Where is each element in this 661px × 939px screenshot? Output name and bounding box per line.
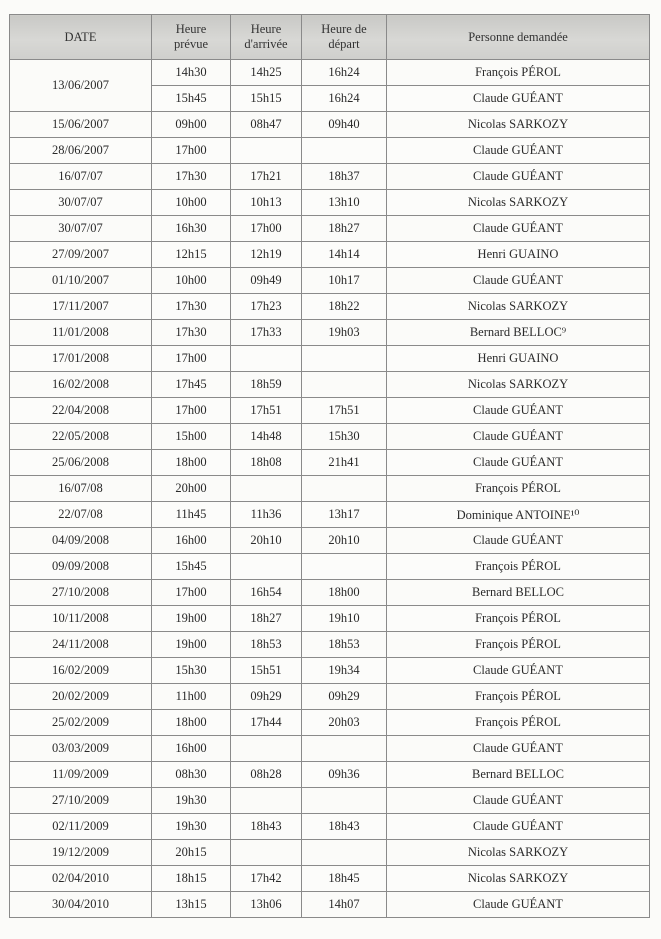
cell-arrivee: 17h44 [231, 710, 302, 736]
cell-personne: Claude GUÉANT [387, 216, 650, 242]
table-row [10, 320, 650, 346]
cell-date: 22/04/2008 [10, 398, 152, 424]
table-row [10, 788, 650, 814]
cell-personne: Bernard BELLOC [387, 580, 650, 606]
cell-arrivee: 08h47 [231, 112, 302, 138]
table-row [10, 502, 650, 528]
cell-personne: Nicolas SARKOZY [387, 840, 650, 866]
cell-arrivee: 12h19 [231, 242, 302, 268]
cell-prevue: 17h30 [152, 164, 231, 190]
cell-date: 16/07/08 [10, 476, 152, 502]
cell-depart: 18h22 [302, 294, 387, 320]
cell-depart: 21h41 [302, 450, 387, 476]
cell-prevue: 18h00 [152, 710, 231, 736]
table-body [10, 60, 650, 918]
cell-arrivee: 18h08 [231, 450, 302, 476]
table-row [10, 580, 650, 606]
cell-depart: 16h24 [302, 60, 387, 86]
cell-depart: 18h27 [302, 216, 387, 242]
cell-personne: Claude GUÉANT [387, 398, 650, 424]
cell-arrivee: 18h53 [231, 632, 302, 658]
cell-arrivee: 09h29 [231, 684, 302, 710]
cell-arrivee [231, 138, 302, 164]
cell-prevue: 15h45 [152, 86, 231, 112]
cell-date: 25/02/2009 [10, 710, 152, 736]
cell-date: 27/10/2008 [10, 580, 152, 606]
cell-depart: 13h17 [302, 502, 387, 528]
cell-prevue: 16h30 [152, 216, 231, 242]
cell-personne: Claude GUÉANT [387, 892, 650, 918]
cell-date: 17/01/2008 [10, 346, 152, 372]
cell-depart: 10h17 [302, 268, 387, 294]
cell-date: 09/09/2008 [10, 554, 152, 580]
cell-date: 13/06/2007 [10, 60, 152, 112]
cell-depart: 18h53 [302, 632, 387, 658]
cell-date: 27/10/2009 [10, 788, 152, 814]
visit-log-page [9, 14, 649, 918]
cell-depart: 18h37 [302, 164, 387, 190]
cell-prevue: 12h15 [152, 242, 231, 268]
cell-arrivee [231, 788, 302, 814]
cell-depart [302, 372, 387, 398]
cell-date: 04/09/2008 [10, 528, 152, 554]
cell-arrivee [231, 554, 302, 580]
table-row [10, 840, 650, 866]
cell-arrivee: 08h28 [231, 762, 302, 788]
table-row [10, 112, 650, 138]
cell-depart [302, 138, 387, 164]
header-heure-depart [302, 15, 387, 60]
cell-date: 16/02/2009 [10, 658, 152, 684]
cell-personne: Claude GUÉANT [387, 164, 650, 190]
cell-prevue: 17h30 [152, 320, 231, 346]
cell-prevue: 17h00 [152, 346, 231, 372]
cell-personne: Claude GUÉANT [387, 86, 650, 112]
visit-log-table [9, 14, 650, 918]
cell-arrivee: 15h15 [231, 86, 302, 112]
cell-personne: Bernard BELLOC⁹ [387, 320, 650, 346]
cell-arrivee: 18h43 [231, 814, 302, 840]
table-row [10, 372, 650, 398]
table-row [10, 606, 650, 632]
cell-date: 30/04/2010 [10, 892, 152, 918]
cell-date: 16/07/07 [10, 164, 152, 190]
cell-depart: 18h45 [302, 866, 387, 892]
cell-date: 28/06/2007 [10, 138, 152, 164]
cell-depart: 09h40 [302, 112, 387, 138]
cell-date: 25/06/2008 [10, 450, 152, 476]
table-row [10, 892, 650, 918]
cell-arrivee: 11h36 [231, 502, 302, 528]
table-row [10, 814, 650, 840]
cell-prevue: 19h30 [152, 814, 231, 840]
cell-date: 02/04/2010 [10, 866, 152, 892]
table-row [10, 450, 650, 476]
cell-personne: Nicolas SARKOZY [387, 866, 650, 892]
cell-arrivee: 16h54 [231, 580, 302, 606]
cell-arrivee: 09h49 [231, 268, 302, 294]
cell-depart: 19h34 [302, 658, 387, 684]
cell-personne: Nicolas SARKOZY [387, 190, 650, 216]
cell-prevue: 10h00 [152, 190, 231, 216]
table-row [10, 424, 650, 450]
cell-personne: Claude GUÉANT [387, 424, 650, 450]
table-row [10, 138, 650, 164]
cell-arrivee: 15h51 [231, 658, 302, 684]
cell-prevue: 17h00 [152, 580, 231, 606]
cell-date: 11/01/2008 [10, 320, 152, 346]
cell-personne: Nicolas SARKOZY [387, 294, 650, 320]
cell-personne: Claude GUÉANT [387, 138, 650, 164]
cell-date: 30/07/07 [10, 216, 152, 242]
cell-prevue: 17h00 [152, 138, 231, 164]
cell-prevue: 15h30 [152, 658, 231, 684]
cell-depart: 09h36 [302, 762, 387, 788]
cell-personne: François PÉROL [387, 60, 650, 86]
header-date-label: DATE [64, 29, 97, 44]
cell-personne: Claude GUÉANT [387, 528, 650, 554]
cell-date: 11/09/2009 [10, 762, 152, 788]
cell-date: 02/11/2009 [10, 814, 152, 840]
cell-depart: 19h10 [302, 606, 387, 632]
cell-depart [302, 736, 387, 762]
cell-personne: François PÉROL [387, 476, 650, 502]
cell-depart: 14h14 [302, 242, 387, 268]
table-row [10, 60, 650, 86]
table-row [10, 866, 650, 892]
header-arrivee-line1: Heure [250, 22, 282, 36]
cell-personne: François PÉROL [387, 606, 650, 632]
cell-depart: 20h03 [302, 710, 387, 736]
cell-prevue: 16h00 [152, 736, 231, 762]
header-depart-line2: départ [328, 37, 360, 51]
table-row [10, 242, 650, 268]
table-row [10, 268, 650, 294]
cell-arrivee: 18h59 [231, 372, 302, 398]
header-prevue-line2: prévue [173, 37, 208, 51]
cell-personne: Claude GUÉANT [387, 658, 650, 684]
cell-arrivee [231, 736, 302, 762]
cell-depart [302, 476, 387, 502]
cell-prevue: 16h00 [152, 528, 231, 554]
table-row [10, 736, 650, 762]
cell-depart: 14h07 [302, 892, 387, 918]
table-row [10, 658, 650, 684]
cell-date: 17/11/2007 [10, 294, 152, 320]
table-row [10, 346, 650, 372]
cell-depart: 16h24 [302, 86, 387, 112]
cell-arrivee [231, 476, 302, 502]
cell-date: 22/07/08 [10, 502, 152, 528]
cell-date: 20/02/2009 [10, 684, 152, 710]
cell-depart [302, 554, 387, 580]
cell-arrivee: 17h21 [231, 164, 302, 190]
cell-depart [302, 346, 387, 372]
cell-arrivee: 18h27 [231, 606, 302, 632]
header-personne-label: Personne demandée [468, 29, 568, 44]
cell-depart: 20h10 [302, 528, 387, 554]
cell-prevue: 17h00 [152, 398, 231, 424]
cell-prevue: 17h30 [152, 294, 231, 320]
cell-prevue: 19h00 [152, 606, 231, 632]
cell-personne: François PÉROL [387, 684, 650, 710]
table-row [10, 294, 650, 320]
table-row [10, 164, 650, 190]
cell-depart: 19h03 [302, 320, 387, 346]
table-row [10, 528, 650, 554]
table-row [10, 190, 650, 216]
cell-prevue: 15h45 [152, 554, 231, 580]
cell-prevue: 19h00 [152, 632, 231, 658]
cell-prevue: 18h00 [152, 450, 231, 476]
cell-arrivee [231, 840, 302, 866]
cell-arrivee: 13h06 [231, 892, 302, 918]
cell-personne: Nicolas SARKOZY [387, 112, 650, 138]
table-row [10, 762, 650, 788]
cell-date: 19/12/2009 [10, 840, 152, 866]
cell-arrivee: 14h48 [231, 424, 302, 450]
cell-date: 27/09/2007 [10, 242, 152, 268]
cell-date: 03/03/2009 [10, 736, 152, 762]
cell-depart: 17h51 [302, 398, 387, 424]
cell-personne: Claude GUÉANT [387, 268, 650, 294]
table-row [10, 216, 650, 242]
cell-prevue: 11h00 [152, 684, 231, 710]
cell-personne: Nicolas SARKOZY [387, 372, 650, 398]
cell-arrivee: 20h10 [231, 528, 302, 554]
table-row [10, 554, 650, 580]
cell-depart [302, 840, 387, 866]
cell-personne: Claude GUÉANT [387, 814, 650, 840]
cell-prevue: 18h15 [152, 866, 231, 892]
cell-personne: Henri GUAINO [387, 346, 650, 372]
table-row [10, 632, 650, 658]
cell-arrivee: 17h51 [231, 398, 302, 424]
cell-arrivee: 17h23 [231, 294, 302, 320]
header-heure-arrivee [231, 15, 302, 60]
cell-personne: Henri GUAINO [387, 242, 650, 268]
header-heure-prevue [152, 15, 231, 60]
cell-arrivee: 17h33 [231, 320, 302, 346]
cell-arrivee: 17h42 [231, 866, 302, 892]
header-depart-line1: Heure de [321, 22, 367, 36]
cell-depart: 18h00 [302, 580, 387, 606]
table-row [10, 710, 650, 736]
cell-depart: 13h10 [302, 190, 387, 216]
cell-date: 22/05/2008 [10, 424, 152, 450]
cell-arrivee [231, 346, 302, 372]
cell-arrivee: 10h13 [231, 190, 302, 216]
header-prevue-line1: Heure [175, 22, 207, 36]
header-row [10, 15, 650, 60]
cell-personne: François PÉROL [387, 554, 650, 580]
cell-date: 16/02/2008 [10, 372, 152, 398]
cell-prevue: 10h00 [152, 268, 231, 294]
cell-date: 30/07/07 [10, 190, 152, 216]
cell-prevue: 15h00 [152, 424, 231, 450]
cell-depart: 18h43 [302, 814, 387, 840]
table-row [10, 398, 650, 424]
cell-date: 15/06/2007 [10, 112, 152, 138]
cell-date: 10/11/2008 [10, 606, 152, 632]
cell-depart: 15h30 [302, 424, 387, 450]
cell-prevue: 20h00 [152, 476, 231, 502]
cell-prevue: 14h30 [152, 60, 231, 86]
table-header [10, 15, 650, 60]
cell-personne: Claude GUÉANT [387, 736, 650, 762]
cell-prevue: 19h30 [152, 788, 231, 814]
cell-date: 24/11/2008 [10, 632, 152, 658]
header-arrivee-line2: d'arrivée [244, 37, 288, 51]
table-row [10, 684, 650, 710]
cell-personne: Bernard BELLOC [387, 762, 650, 788]
cell-prevue: 17h45 [152, 372, 231, 398]
cell-prevue: 08h30 [152, 762, 231, 788]
cell-depart [302, 788, 387, 814]
header-date [10, 15, 152, 60]
cell-personne: Claude GUÉANT [387, 788, 650, 814]
cell-arrivee: 17h00 [231, 216, 302, 242]
cell-prevue: 13h15 [152, 892, 231, 918]
cell-date: 01/10/2007 [10, 268, 152, 294]
cell-personne: François PÉROL [387, 632, 650, 658]
cell-prevue: 11h45 [152, 502, 231, 528]
cell-personne: Dominique ANTOINE¹⁰ [387, 502, 650, 528]
header-personne-demandee [387, 15, 650, 60]
cell-arrivee: 14h25 [231, 60, 302, 86]
table-row [10, 476, 650, 502]
cell-depart: 09h29 [302, 684, 387, 710]
cell-prevue: 09h00 [152, 112, 231, 138]
cell-personne: Claude GUÉANT [387, 450, 650, 476]
cell-personne: François PÉROL [387, 710, 650, 736]
cell-prevue: 20h15 [152, 840, 231, 866]
